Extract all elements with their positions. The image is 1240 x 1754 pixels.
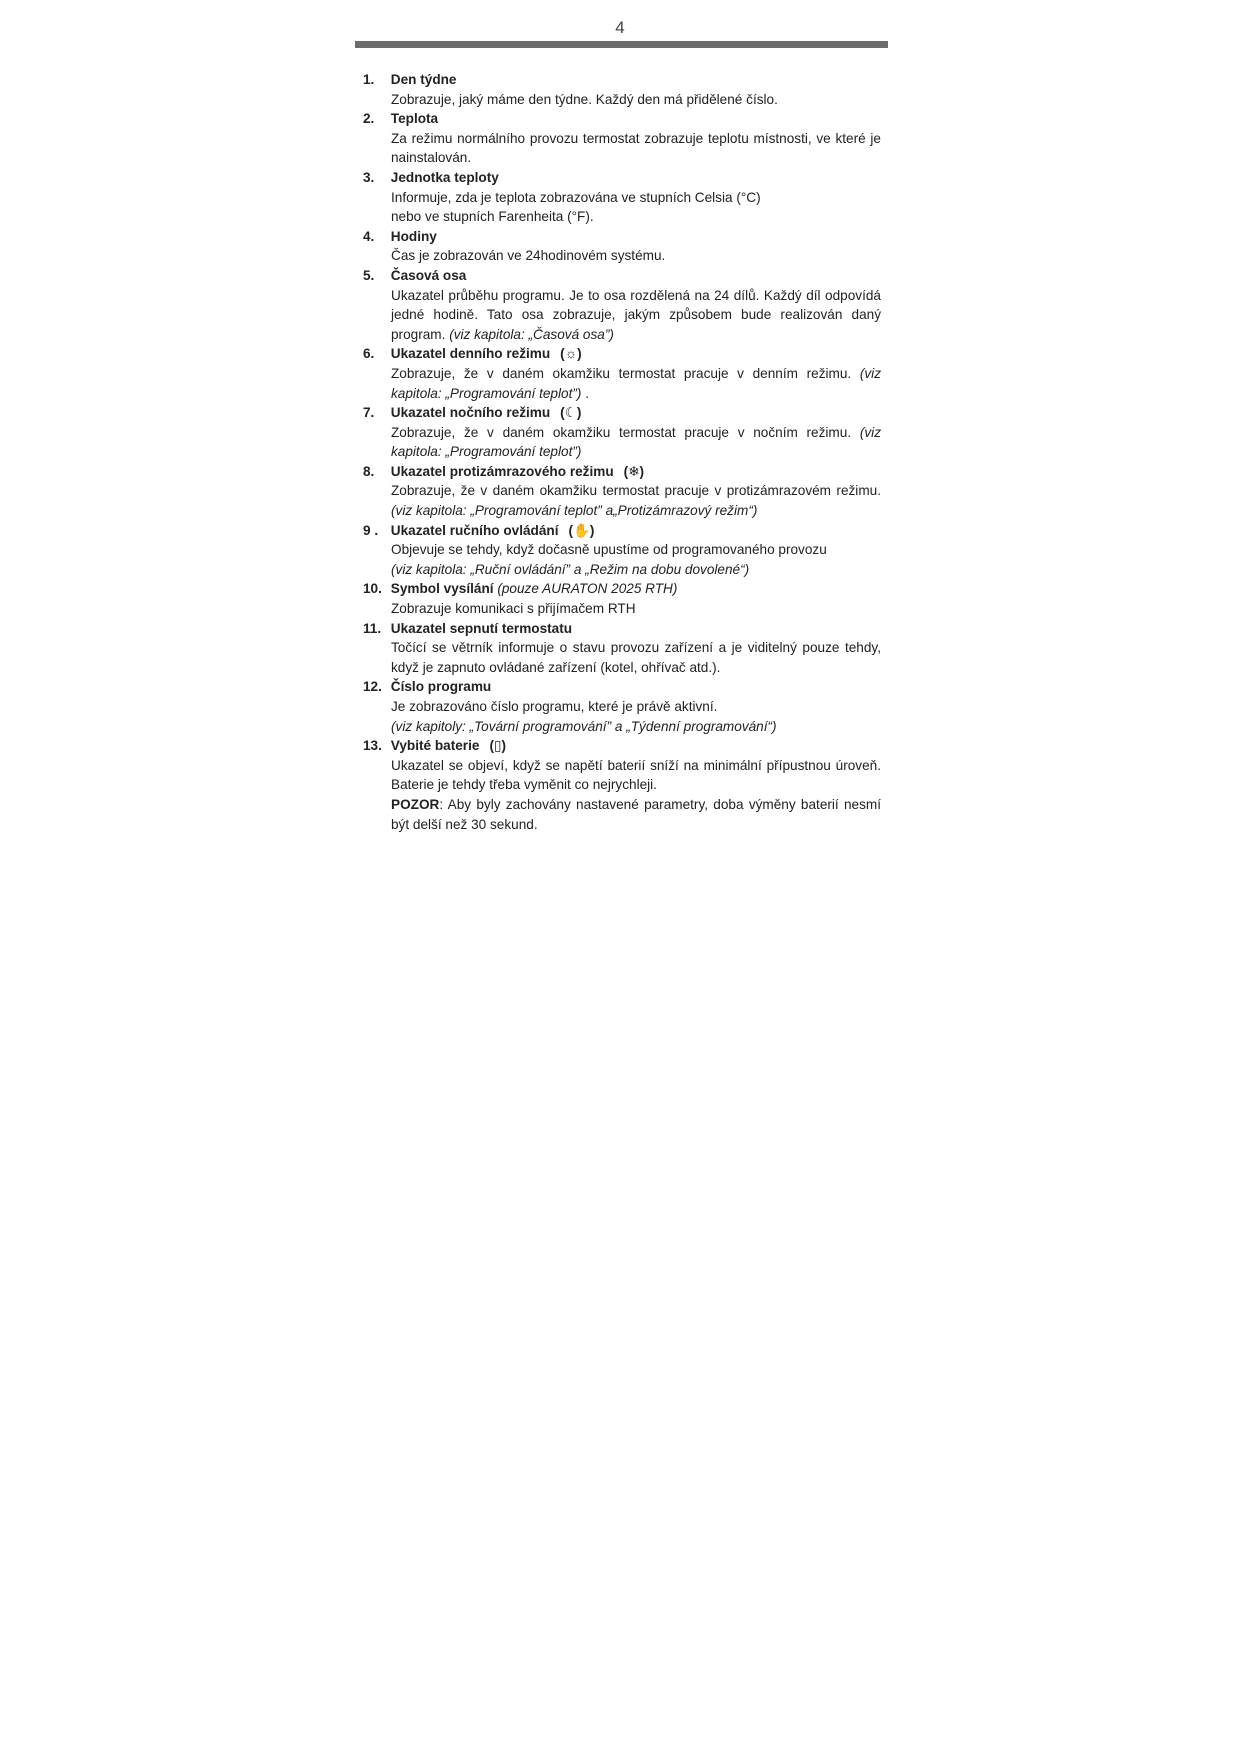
list-item	[363, 109, 881, 168]
item-title: Ukazatel ručního ovládání	[390, 522, 559, 538]
item-description: Ukazatel průběhu programu. Je to osa rozdělená na 24 dílů. Každý díl odpovídá jedné hodině. Tato osa zobrazuje, jakým způsobem bude realizován daný program.	[391, 287, 881, 342]
item-description: Zobrazuje komunikaci s přijímačem RTH	[391, 601, 636, 617]
item-description: Zobrazuje, jaký máme den týdne. Každý den má přidělené číslo.	[391, 91, 778, 107]
item-description-continued: nebo ve stupních Farenheita (°F).	[391, 209, 594, 225]
item-description: Čas je zobrazován ve 24hodinovém systému.	[391, 248, 666, 264]
warning-note	[391, 795, 881, 834]
item-number: 8.	[363, 463, 375, 479]
item-number: 2.	[363, 111, 375, 127]
item-number: 9 .	[363, 522, 379, 538]
header-rule	[355, 41, 888, 48]
item-number: 11.	[363, 620, 382, 636]
warning-label: POZOR	[391, 796, 440, 812]
list-item	[363, 403, 881, 462]
item-description: Je zobrazováno číslo programu, které je právě aktivní.	[391, 699, 718, 714]
item-title: Jednotka teploty	[390, 169, 499, 185]
chapter-reference: (viz kapitola: „Programování teplot”)	[391, 424, 881, 460]
item-description-tail: .	[585, 385, 589, 401]
list-item	[363, 619, 881, 678]
item-list	[363, 70, 881, 834]
chapter-reference: (viz kapitola: „Programování teplot”)	[391, 365, 881, 401]
item-title: Hodiny	[390, 228, 437, 244]
item-title: Vybité baterie	[390, 738, 480, 754]
item-title: Ukazatel nočního režimu	[390, 405, 551, 421]
list-item	[363, 736, 881, 834]
battery-icon: (▯)	[489, 738, 506, 754]
hand-icon: (✋)	[568, 522, 595, 538]
item-description: Zobrazuje, že v daném okamžiku termostat pracuje v nočním režimu.	[391, 424, 852, 440]
item-number: 10.	[363, 581, 382, 597]
model-note: (pouze AURATON 2025 RTH)	[497, 581, 678, 597]
item-number: 13.	[363, 738, 382, 754]
item-title: Číslo programu	[390, 679, 492, 695]
item-description: Ukazatel se objeví, když se napětí baterií sníží na minimální přípustnou úroveň. Baterie je tehdy třeba vyměnit co nejrychleji.	[391, 757, 881, 793]
item-number: 1.	[363, 72, 375, 87]
chapter-reference: (viz kapitoly: „Tovární programování” a „Týdenní programování“)	[391, 718, 777, 734]
chapter-reference: (viz kapitola: „Programování teplot” a„Protizámrazový režim“)	[391, 503, 758, 519]
item-title: Časová osa	[390, 267, 467, 283]
item-title: Ukazatel sepnutí termostatu	[390, 620, 573, 636]
warning-text: : Aby byly zachovány nastavené parametry, doba výměny baterií nesmí být delší než 30 sekund.	[391, 796, 881, 832]
item-description: Objevuje se tehdy, když dočasně upustíme od programovaného provozu	[391, 542, 827, 558]
item-title: Symbol vysílání	[390, 581, 494, 597]
item-number: 12.	[363, 679, 382, 695]
item-number: 7.	[363, 405, 375, 421]
item-description: Točící se větrník informuje o stavu provozu zařízení a je viditelný pouze tehdy, když je zapnuto ovládané zařízení (kotel, ohřívač atd.).	[391, 640, 881, 675]
snowflake-icon: (❄)	[623, 463, 645, 479]
list-item	[363, 521, 881, 580]
item-number: 6.	[363, 346, 375, 362]
list-item	[363, 168, 881, 227]
list-item	[363, 266, 881, 344]
list-item	[363, 344, 881, 403]
page-number: 4	[615, 18, 625, 37]
item-description: Zobrazuje, že v daném okamžiku termostat pracuje v protizámrazovém režimu.	[391, 483, 881, 499]
item-title: Ukazatel denního režimu	[390, 346, 551, 362]
chapter-reference: (viz kapitola: „Ruční ovládání” a „Režim na dobu dovolené“)	[391, 561, 750, 577]
list-item	[363, 462, 881, 521]
item-description: Za režimu normálního provozu termostat zobrazuje teplotu místnosti, ve které je nainstalován.	[391, 130, 881, 166]
item-number: 3.	[363, 169, 375, 185]
list-item	[363, 579, 881, 618]
item-title: Teplota	[390, 111, 439, 127]
chapter-reference: (viz kapitola: „Časová osa”)	[449, 326, 614, 342]
item-title: Den týdne	[390, 72, 457, 87]
item-description: Informuje, zda je teplota zobrazována ve stupních Celsia (°C)	[391, 189, 761, 205]
list-item	[363, 70, 881, 109]
item-number: 4.	[363, 228, 375, 244]
moon-icon: (☾)	[560, 405, 582, 421]
sun-icon: (☼)	[560, 346, 582, 362]
list-item	[363, 677, 881, 736]
item-number: 5.	[363, 267, 375, 283]
list-item	[363, 227, 881, 266]
item-title: Ukazatel protizámrazového režimu	[390, 463, 614, 479]
item-description: Zobrazuje, že v daném okamžiku termostat pracuje v denním režimu.	[391, 365, 852, 381]
